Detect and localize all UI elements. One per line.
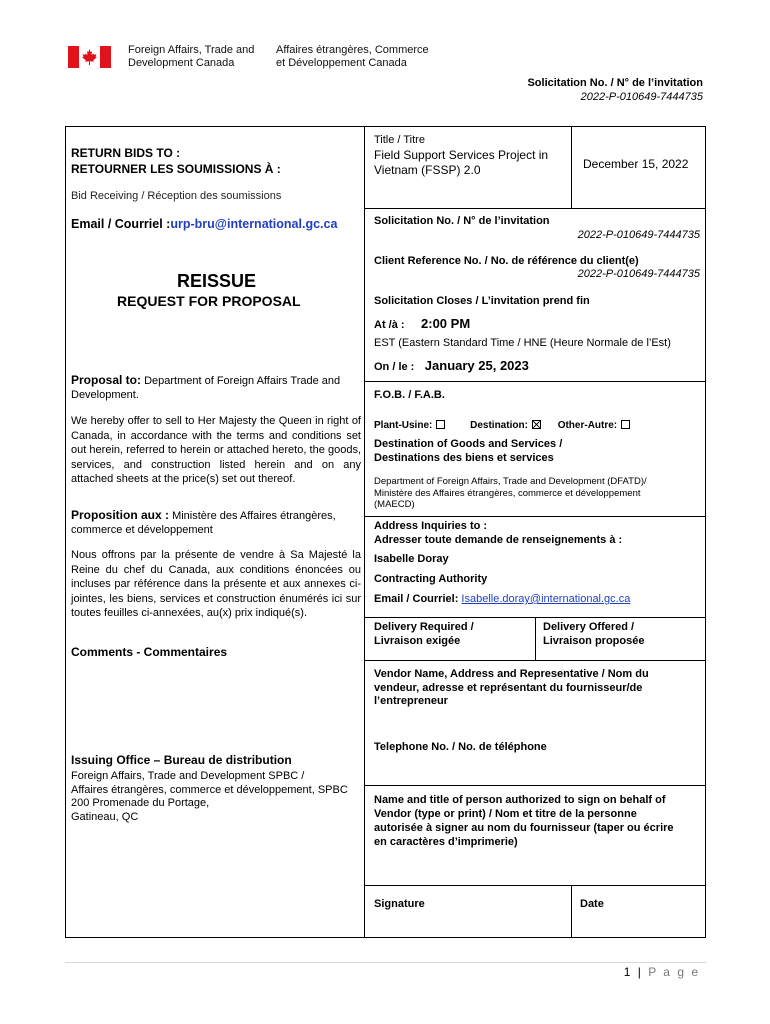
at-label: At /à : [374,319,405,331]
page-word: P a g e [648,965,700,979]
proposal-to-text: Department of Foreign Affairs Trade and Development. [71,375,341,401]
inquiries-fr: Adresser toute demande de renseignements à : [374,534,623,546]
comments-heading: Comments - Commentaires [71,645,228,659]
rfp-title: REQUEST FOR PROPOSAL [117,293,301,309]
client-ref-number: 2022-P-010649-7444735 [577,268,700,280]
bid-receiving: Bid Receiving / Réception des soumissions [71,190,282,202]
client-ref-label: Client Reference No. / No. de référence du client(e) [374,255,639,267]
offer-text-fr: Nous offrons par la présente de vendre à Sa Majesté la Reine du chef du Canada, aux conditions énoncées ou incluses par référence dans la présente et aux annexes ci-jointes, les biens, services et construction énumérés ici sur toutes feuilles ci-annexées, au(x) prix indiqué(s). [71,549,361,619]
destination-department [374,476,647,511]
offer-text-en: We hereby offer to sell to Her Majesty the Queen in right of Canada, in accordance with the terms and conditions set out herein, referred to herein or attached hereto, the goods, services, and construction listed herein and on any attached sheets at the price(s) set out thereof. [71,415,361,485]
inquiries-en: Address Inquiries to : [374,520,488,532]
vendor-line: l’entrepreneur [374,695,448,707]
contact-email-line [374,593,630,605]
date-label: Date [580,898,604,910]
proposal-to [71,373,361,402]
dest-goods-fr: Destinations des biens et services [374,452,554,464]
destination-checkbox[interactable] [532,420,541,429]
contact-role: Contracting Authority [374,573,488,585]
issuing-line: Affaires étrangères, commerce et développement, SPBC [71,783,348,796]
dept-en-line-2: Development Canada [128,57,235,69]
title-label: Title / Titre [374,134,425,146]
dest-goods-en: Destination of Goods and Services / [374,438,563,450]
proposition-text: Ministère des Affaires étrangères, commerce et développement [71,510,336,536]
proposition-label: Proposition aux : [71,508,170,522]
issuing-line: 200 Promenade du Portage, [71,797,210,809]
solicitation-number: 2022-P-010649-7444735 [577,229,700,241]
delivery-required-en: Delivery Required / [374,621,474,633]
issuing-line: Gatineau, QC [71,810,139,823]
signature-label: Signature [374,898,425,910]
delivery-required [374,620,474,648]
issuing-line: Foreign Affairs, Trade and Development SPBC / [71,770,305,782]
title-value: Field Support Services Project in Vietnam (FSSP) 2.0 [374,148,549,177]
page-footer [500,965,700,979]
return-bids-en: RETURN BIDS TO : [71,146,181,160]
closing-time-value: 2:00 PM [421,316,471,331]
closing-time [374,315,470,333]
closing-date-value: January 25, 2023 [424,358,529,373]
bid-email-link[interactable]: urp-bru@international.gc.ca [170,217,338,231]
destination-label: Destination: [470,420,528,431]
fob-options [374,420,704,431]
dept-fr-line-1: Affaires étrangères, Commerce [276,44,429,56]
page-separator: | [632,965,649,979]
return-bids-fr: RETOURNER LES SOUMISSIONS À : [71,162,281,176]
delivery-offered-en: Delivery Offered / [543,621,635,633]
destination-goods-heading [374,437,562,465]
dept-name-en [128,44,254,70]
fob-label: F.O.B. / F.A.B. [374,389,445,401]
contact-email-link[interactable]: Isabelle.doray@international.gc.ca [461,593,631,605]
proposal-to-label: Proposal to: [71,373,142,387]
closes-label: Solicitation Closes / L’invitation prend fin [374,295,590,307]
email-label: Email / Courriel : [71,217,171,231]
header-solicitation-label: Solicitation No. / N° de l’invitation [527,77,703,89]
inquiries-heading [374,519,622,547]
dept-fr-line-2: et Développement Canada [276,57,407,69]
delivery-offered [543,620,644,648]
authorized-person-heading [374,793,674,849]
canada-flag-icon [68,46,111,68]
timezone: EST (Eastern Standard Time / HNE (Heure Normale de l’Est) [374,337,671,349]
plant-label: Plant-Usine: [374,420,433,431]
proposition-aux [71,508,361,537]
dest-dept-line: (MAECD) [374,499,415,510]
reissue-title: REISSUE [177,271,257,291]
dept-name-fr [276,44,429,70]
closing-date [374,357,529,375]
issuing-office-address [71,770,348,824]
issuing-office-heading: Issuing Office – Bureau de distribution [71,753,292,767]
contact-email-label: Email / Courriel: [374,593,459,605]
authorized-line: autorisée à signer au nom du fournisseur (taper ou écrire [374,822,674,834]
vendor-heading [374,668,649,709]
page-number: 1 [623,965,633,979]
email-line [71,217,337,231]
vendor-line: Vendor Name, Address and Representative / Nom du [374,668,649,680]
dest-dept-line: Department of Foreign Affairs, Trade and Development (DFATD)/ [374,476,647,487]
dest-dept-line: Ministère des Affaires étrangères, commerce et développement [374,487,641,499]
authorized-line: Vendor (type or print) / Nom et titre de la personne [374,808,637,820]
telephone-label: Telephone No. / No. de téléphone [374,741,547,753]
header-solicitation-number: 2022-P-010649-7444735 [580,91,703,103]
on-label: On / le : [374,361,415,373]
authorized-line: en caractères d’imprimerie) [374,836,518,848]
contact-name: Isabelle Doray [374,553,449,565]
return-bids-heading [71,145,281,177]
authorized-line: Name and title of person authorized to sign on behalf of [374,794,666,806]
solicitation-label: Solicitation No. / N° de l’invitation [374,215,550,227]
issue-date: December 15, 2022 [583,157,689,171]
delivery-required-fr: Livraison exigée [374,635,461,647]
delivery-offered-fr: Livraison proposée [543,635,645,647]
other-label: Other-Autre: [557,420,618,431]
footer-divider [65,962,706,963]
vendor-line: vendeur, adresse et représentant du fournisseur/de [374,681,643,694]
other-checkbox[interactable] [621,420,630,429]
plant-checkbox[interactable] [436,420,445,429]
dept-en-line-1: Foreign Affairs, Trade and [128,44,255,56]
